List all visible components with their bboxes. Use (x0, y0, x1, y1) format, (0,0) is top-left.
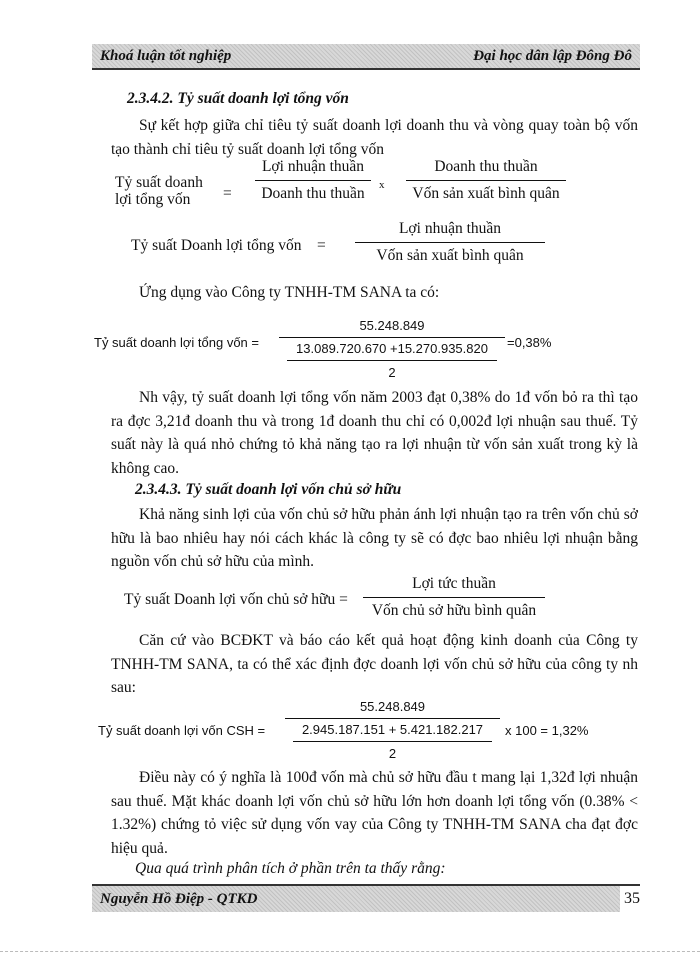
formula2-equals: = (317, 237, 326, 254)
header-right-title: Đại học dân lập Đông Đô (473, 48, 632, 64)
formula1-times: x (379, 179, 385, 191)
formula1-label (115, 174, 203, 208)
calc2-num: 55.248.849 (285, 699, 500, 719)
formula1-frac1-num: Lợi nhuận thuần (255, 158, 371, 181)
paragraph-intro-243: Khả năng sinh lợi của vốn chủ sở hữu phản ánh lợi nhuận tạo ra trên vốn chủ sở hữu là bao nhiêu hay nói cách khác là công ty sẽ có đợc bao nhiêu lợi nhuận bằng nguồn vốn chủ sở hữu của mình. (111, 506, 638, 570)
calc1-num: 55.248.849 (279, 318, 505, 338)
formula1-equals: = (223, 185, 232, 202)
formula2-fraction (355, 220, 545, 265)
page-footer (92, 884, 640, 912)
header-left-title: Khoá luận tốt nghiệp (100, 48, 232, 64)
paragraph-conclusion-242: Nh vậy, tỷ suất doanh lợi tổng vốn năm 2003 đạt 0,38% do 1đ vốn bỏ ra thì tạo ra đợc 3,21đ doanh thu và trong 1đ doanh thu chỉ có 0,002đ lợi nhuận sau thuế. Tỷ suất này là quá nhỏ chứng tỏ khả năng tạo ra lợi nhuận từ vốn sản xuất trong kỳ là không cao. (111, 389, 638, 477)
calc1-den-num: 13.089.720.670 +15.270.935.820 (287, 341, 497, 361)
calc2-den-den: 2 (388, 746, 397, 761)
paragraph-intro-242: Sự kết hợp giữa chỉ tiêu tỷ suất doanh lợi doanh thu và vòng quay toàn bộ vốn tạo thành chỉ tiêu tỷ suất doanh lợi tổng vốn (111, 117, 638, 158)
apply-text: Ứng dụng vào Công ty TNHH-TM SANA ta có: (139, 284, 440, 301)
formula2-num: Lợi nhuận thuần (355, 220, 545, 243)
calc1-fraction (279, 318, 505, 380)
calc2-result: x 100 = 1,32% (505, 723, 589, 738)
closing-text: Qua quá trình phân tích ở phần trên ta thấy rằng: (135, 860, 446, 877)
formula2-den: Vốn sản xuất bình quân (376, 247, 524, 264)
section-heading-242: 2.3.4.2. Tỷ suất doanh lợi tổng vốn (127, 90, 349, 107)
page-bottom-divider (0, 951, 700, 952)
section-heading-243: 2.3.4.3. Tỷ suất doanh lợi vốn chủ sở hữu (135, 481, 402, 498)
formula3-den: Vốn chủ sở hữu bình quân (371, 602, 537, 619)
formula1-fraction1 (255, 158, 371, 203)
formula1-label-line1: Tỷ suất doanh (115, 174, 203, 191)
page-number: 35 (620, 886, 644, 912)
calc2-label: Tỷ suất doanh lợi vốn CSH = (98, 723, 266, 738)
formula2-label: Tỷ suất Doanh lợi tổng vốn (131, 237, 302, 254)
paragraph-conclusion-243: Điều này có ý nghĩa là 100đ vốn mà chủ sở hữu đầu t mang lại 1,32đ lợi nhuận sau thuế. Mặt khác doanh lợi vốn chủ sở hữu lớn hơn doanh lợi tổng vốn (0.38% < 1.32%) chứng tỏ việc sử dụng vốn vay của Công ty TNHH-TM SANA cha đạt đợc hiệu quả. (111, 769, 638, 857)
calc2-fraction (285, 699, 500, 761)
formula1-frac1-den: Doanh thu thuần (261, 185, 365, 202)
formula3-num: Lợi tức thuần (363, 575, 545, 598)
calc1-den-den: 2 (388, 365, 396, 380)
calc1-denominator (279, 338, 505, 380)
footer-author: Nguyễn Hồ Điệp - QTKD (100, 891, 258, 907)
paragraph-basis-243: Căn cứ vào BCĐKT và báo cáo kết quả hoạt động kinh doanh của Công ty TNHH-TM SANA, ta có thể xác định đợc doanh lợi vốn chủ sở hữu của công ty nh sau: (111, 632, 638, 696)
formula1-label-line2: lợi tổng vốn (115, 191, 191, 208)
formula3-fraction (363, 575, 545, 620)
calc1-result: =0,38% (507, 335, 552, 350)
calc1-label: Tỷ suất doanh lợi tổng vốn = (94, 335, 259, 350)
page-header (92, 44, 640, 70)
formula3-label: Tỷ suất Doanh lợi vốn chủ sở hữu = (124, 591, 348, 608)
calc2-denominator (285, 719, 500, 761)
calc2-den-num: 2.945.187.151 + 5.421.182.217 (293, 722, 492, 742)
formula1-frac2-den: Vốn sản xuất bình quân (412, 185, 560, 202)
formula1-fraction2 (406, 158, 566, 203)
formula1-frac2-num: Doanh thu thuần (406, 158, 566, 181)
